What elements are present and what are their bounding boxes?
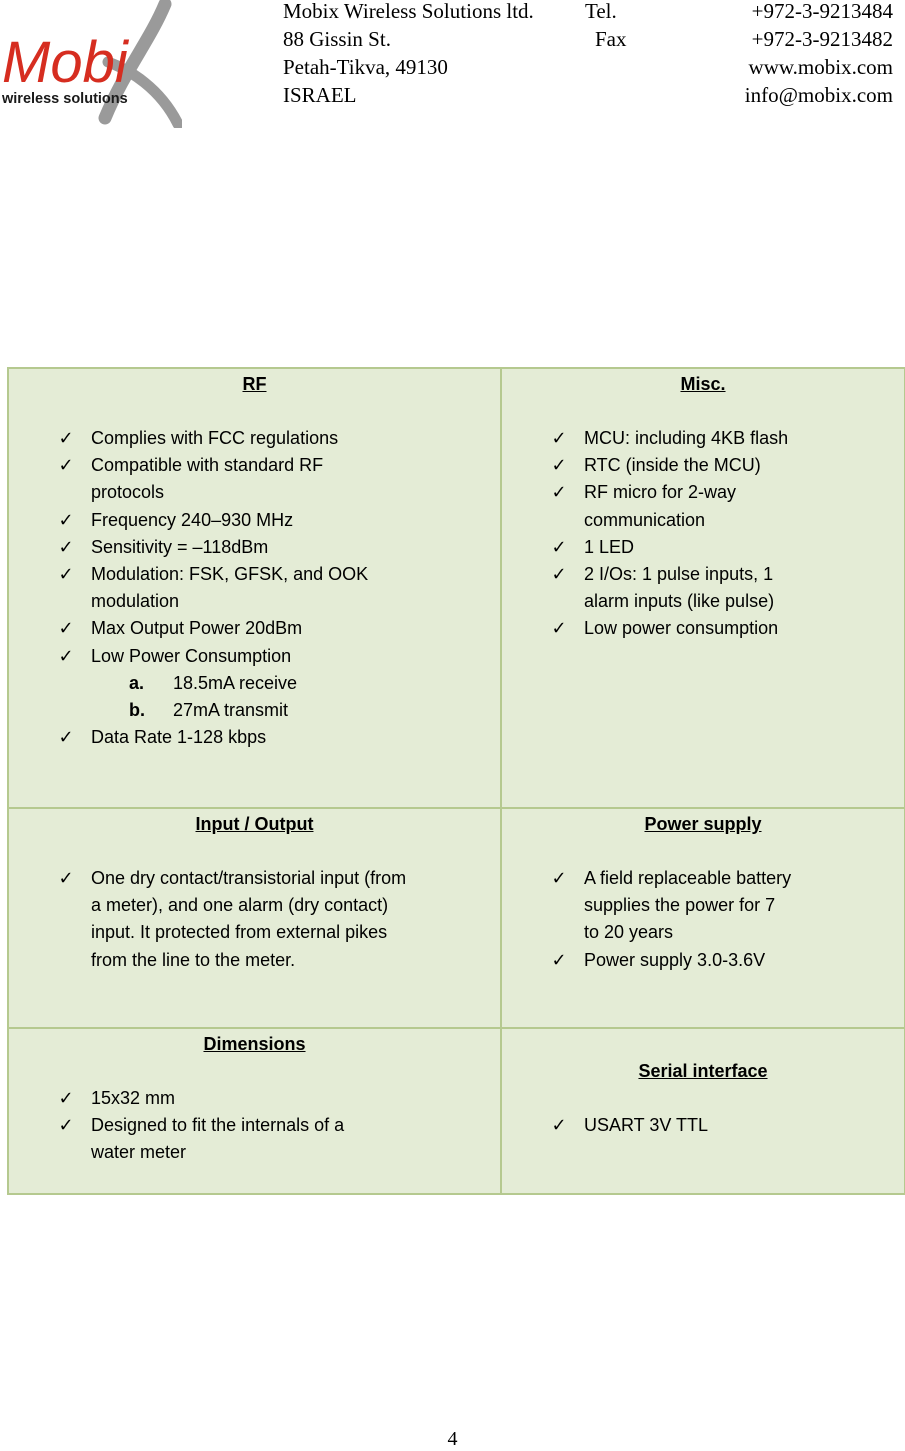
dimensions-title: Dimensions <box>203 1034 306 1054</box>
list-item: ✓ 2 I/Os: 1 pulse inputs, 1 alarm inputs (like pulse) <box>502 561 904 615</box>
check-icon: ✓ <box>551 455 567 477</box>
check-icon: ✓ <box>551 868 567 889</box>
website-link[interactable]: www.mobix.com <box>748 55 893 79</box>
rf-cell <box>8 368 501 808</box>
contact-labels <box>585 0 627 53</box>
check-icon: ✓ <box>58 1115 74 1137</box>
list-item: ✓ 15x32 mm <box>9 1085 500 1112</box>
list-item: ✓ RF micro for 2-way communication <box>502 479 904 533</box>
misc-list <box>502 425 904 643</box>
check-icon: ✓ <box>58 1088 74 1109</box>
company-name: Mobix Wireless Solutions ltd. <box>283 0 534 23</box>
logo-tagline-text: wireless solutions <box>2 91 128 107</box>
list-item: ✓ Sensitivity = –118dBm <box>9 534 500 561</box>
sub-list-item: b. 27mA transmit <box>129 700 289 721</box>
check-icon: ✓ <box>551 949 567 971</box>
page-number: 4 <box>447 1428 458 1450</box>
serial-list <box>502 1112 904 1139</box>
check-icon: ✓ <box>551 536 567 558</box>
dimensions-cell <box>8 1028 501 1194</box>
check-icon: ✓ <box>58 536 74 558</box>
list-item: ✓ Low Power Consumption <box>9 643 500 670</box>
list-item: ✓ Modulation: FSK, GFSK, and OOK modulation <box>9 561 500 615</box>
dimensions-list <box>9 1085 500 1167</box>
list-item: ✓ Low power consumption <box>502 615 904 642</box>
check-icon: ✓ <box>58 727 74 749</box>
rf-title: RF <box>242 374 267 394</box>
logo-brand-text: Mobi <box>2 30 128 95</box>
list-item: ✓ Max Output Power 20dBm <box>9 615 500 642</box>
list-item: ✓ Frequency 240–930 MHz <box>9 507 500 534</box>
email-link[interactable]: info@mobix.com <box>744 83 893 107</box>
fax-label: Fax <box>595 27 627 51</box>
tel-number: +972-3-9213484 <box>751 0 893 23</box>
tel-label: Tel. <box>585 0 617 23</box>
address-block <box>283 0 534 109</box>
list-item: ✓ MCU: including 4KB flash <box>502 425 904 452</box>
check-icon: ✓ <box>58 868 74 889</box>
power-list <box>502 865 904 974</box>
power-cell <box>501 808 905 1028</box>
io-title: Input / Output <box>195 814 314 834</box>
contact-values <box>745 0 893 109</box>
list-item: ✓ RTC (inside the MCU) <box>502 452 904 479</box>
city-address: Petah-Tikva, 49130 <box>283 55 448 79</box>
serial-title: Serial interface <box>638 1061 768 1081</box>
sub-list-item: a. 18.5mA receive <box>129 672 298 693</box>
misc-cell <box>501 368 905 808</box>
list-item: ✓ One dry contact/transistorial input (from a meter), and one alarm (dry contact) input. It protected from external pikes from the line to the meter. <box>9 865 500 974</box>
list-item: ✓ Designed to fit the internals of a water meter <box>9 1112 500 1166</box>
country: ISRAEL <box>283 83 357 107</box>
list-item: ✓ Power supply 3.0-3.6V <box>502 947 904 974</box>
check-icon: ✓ <box>551 1115 567 1136</box>
list-item: ✓ A field replaceable battery supplies the power for 7 to 20 years <box>502 865 904 947</box>
io-list <box>9 865 500 974</box>
mobix-logo <box>0 0 182 128</box>
list-item: ✓ Complies with FCC regulations <box>9 425 500 452</box>
check-icon: ✓ <box>551 618 567 640</box>
check-icon: ✓ <box>551 482 567 504</box>
list-item: ✓ Compatible with standard RF protocols <box>9 452 500 506</box>
check-icon: ✓ <box>58 455 74 477</box>
power-title: Power supply <box>644 814 762 834</box>
street-address: 88 Gissin St. <box>283 27 391 51</box>
check-icon: ✓ <box>551 564 567 586</box>
fax-number: +972-3-9213482 <box>751 27 893 51</box>
io-cell <box>8 808 501 1028</box>
serial-cell <box>501 1028 905 1194</box>
rf-list <box>9 425 500 670</box>
check-icon: ✓ <box>58 509 74 531</box>
misc-title: Misc. <box>680 374 726 394</box>
check-icon: ✓ <box>58 564 74 586</box>
mobix-logo-graphic <box>0 0 182 128</box>
list-item: ✓ 1 LED <box>502 534 904 561</box>
check-icon: ✓ <box>58 645 74 667</box>
check-icon: ✓ <box>551 428 567 449</box>
specification-table <box>7 367 905 1195</box>
check-icon: ✓ <box>58 618 74 640</box>
rf-sublist <box>9 670 500 724</box>
check-icon: ✓ <box>58 428 74 449</box>
list-item: ✓ Data Rate 1-128 kbps <box>9 724 500 751</box>
list-item: ✓ USART 3V TTL <box>502 1112 904 1139</box>
